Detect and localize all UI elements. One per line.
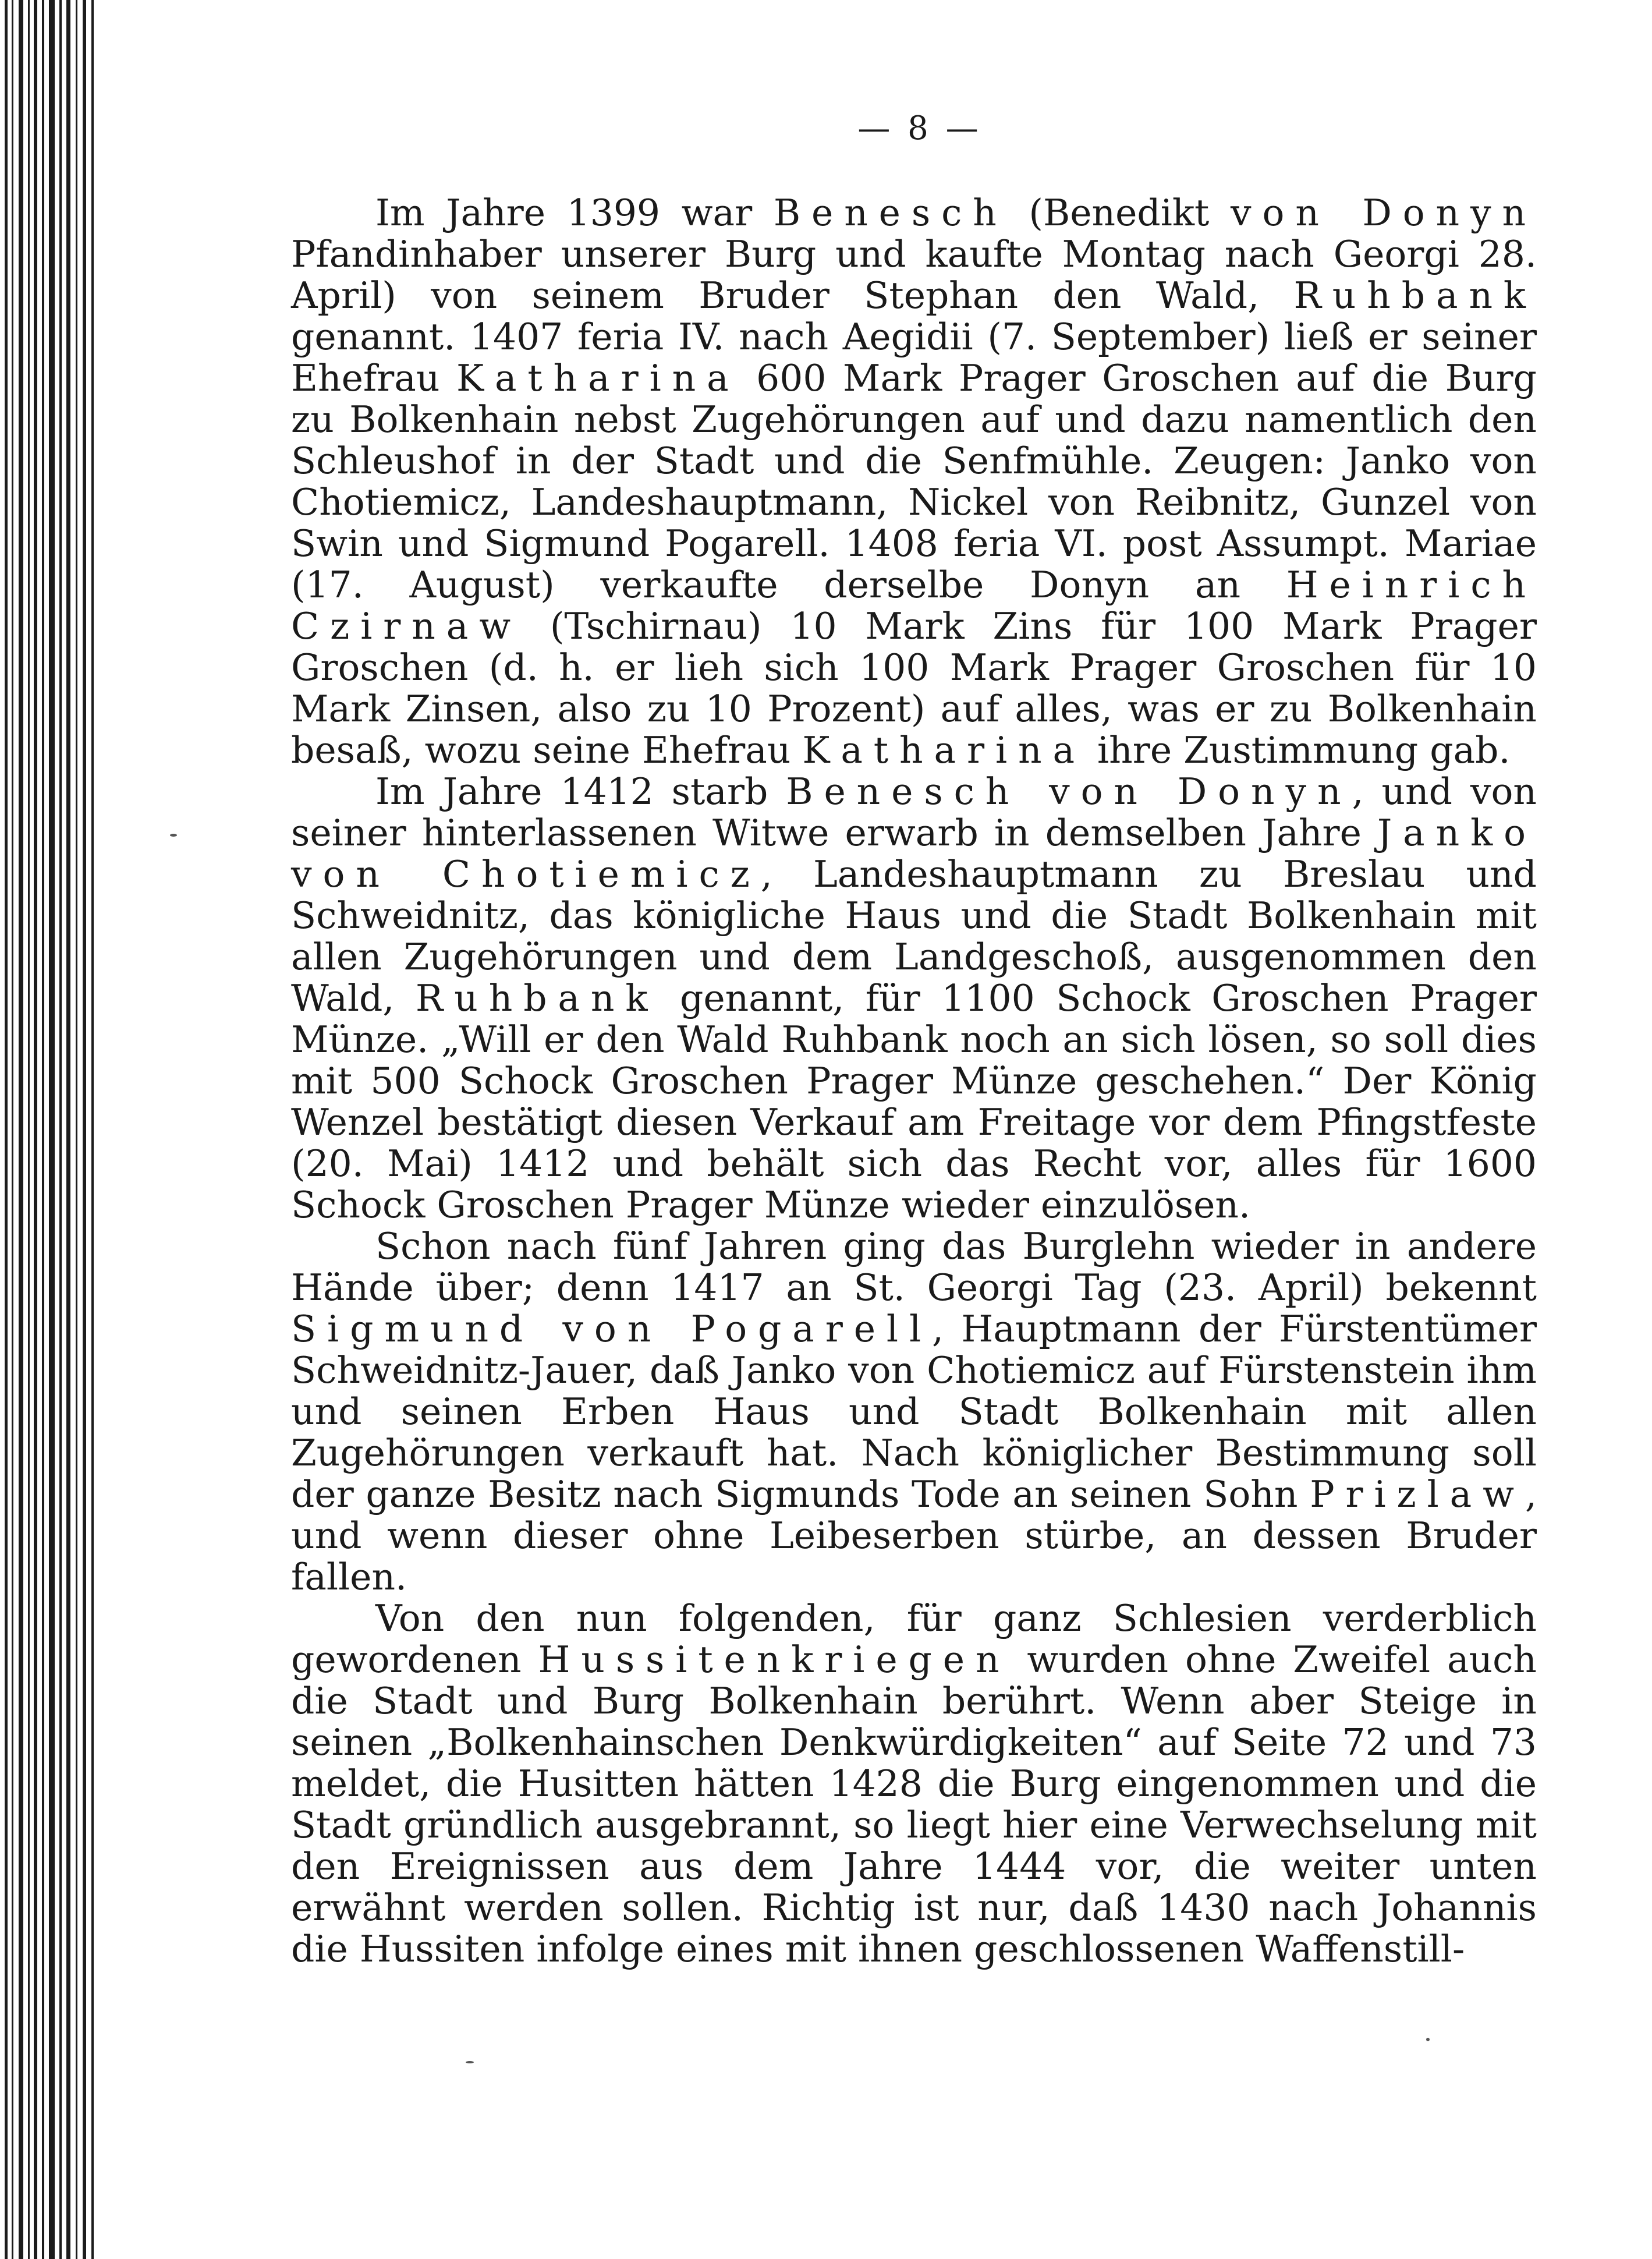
text-run: Von den nun folgenden, für ganz Schlesien verderblich gewordenen [291, 1597, 1537, 1681]
spaced-name: Janko von Chotiemicz [291, 812, 1537, 895]
text-run: Im Jahre 1399 war [375, 192, 774, 234]
text-run: , Landeshauptmann zu Breslau und Schweidnitz, das königliche Haus und die Stadt Bolkenhain mit allen Zugehörungen und dem Landgeschoß, ausgenommen den Wald, [291, 853, 1537, 1019]
spaced-name: Benesch [773, 192, 1008, 234]
scan-speck [466, 2061, 474, 2063]
spaced-name: Ruhbank [415, 977, 659, 1019]
spaced-name: Prizlaw [1310, 1473, 1525, 1516]
text-run: Pfandinhaber unserer Burg und kaufte Montag nach Georgi 28. April) von seinem Bruder Stephan den Wald, [291, 233, 1537, 317]
page-number: — 8 — [857, 109, 982, 147]
book-binding-edge [0, 0, 102, 2259]
text-run: , und wenn dieser ohne Leibeserben stürbe, an dessen Bruder fallen. [291, 1473, 1537, 1598]
text-run: (Tschirnau) 10 Mark Zins für 100 Mark Prager Groschen (d. h. er lieh sich 100 Mark Prager Groschen für 10 Mark Zinsen, also zu 10 Prozent) auf alles, was er zu Bolkenhain besaß, wozu seine Ehefrau [291, 605, 1537, 771]
text-run: (Benedikt [1007, 192, 1231, 234]
text-run: genannt, für 1100 Schock Groschen Prager Münze. „Will er den Wald Ruhbank noch an sich lösen, so soll dies mit 500 Schock Groschen Prager Münze geschehen.“ Der König Wenzel bestätigt diesen Verkauf am Freitage vor dem Pfingstfeste (20. Mai) 1412 und behält sich das Recht vor, alles für 1600 Schock Groschen Prager Münze wieder einzulösen. [291, 977, 1537, 1226]
spaced-name: Ruhbank [1293, 274, 1537, 317]
paragraph [291, 1598, 1537, 1970]
paragraph [291, 192, 1537, 771]
text-run: ihre Zustimmung gab. [1085, 729, 1511, 771]
spaced-name: Katharina [802, 729, 1086, 771]
scan-speck [170, 834, 177, 837]
text-run: , Hauptmann der Fürstentümer Schweidnitz-Jauer, daß Janko von Chotiemicz auf Fürstenstein ihm und seinen Erben Haus und Stadt Bolkenhain mit allen Zugehörungen verkauft hat. Nach königlicher Bestimmung soll der ganze Besitz nach Sigmunds Tode an seinen Sohn [291, 1308, 1537, 1516]
text-run: 600 Mark Prager Groschen auf die Burg zu Bolkenhain nebst Zugehörungen auf und dazu namentlich den Schleushof in der Stadt und die Senfmühle. Zeugen: Janko von Chotiemicz, Landeshauptmann, Nickel von Reibnitz, Gunzel von Swin und Sigmund Pogarell. 1408 feria VI. post Assumpt. Mariae (17. August) verkaufte derselbe Donyn an [291, 357, 1537, 606]
body-text [291, 192, 1537, 1970]
paragraph [291, 771, 1537, 1226]
text-run: genannt. 1407 feria IV. nach Aegidii (7. September) ließ er seiner Ehefrau [291, 316, 1537, 399]
spaced-name: Heinrich Czirnaw [291, 564, 1537, 647]
text-run: , und von seiner hinterlassenen Witwe erwarb in demselben Jahre [291, 770, 1537, 854]
spaced-name: Sigmund von Pogarell [291, 1308, 933, 1350]
spaced-name: von Donyn [1231, 192, 1537, 234]
text-run: wurden ohne Zweifel auch die Stadt und Burg Bolkenhain berührt. Wenn aber Steige in seinen „Bolkenhainschen Denkwürdigkeiten“ auf Seite 72 und 73 meldet, die Husitten hätten 1428 die Burg eingenommen und die Stadt gründlich ausgebrannt, so liegt hier eine Verwechselung mit den Ereignissen aus dem Jahre 1444 vor, die weiter unten erwähnt werden sollen. Richtig ist nur, daß 1430 nach Johannis die Hussiten infolge eines mit ihnen geschlossenen Waffenstill- [291, 1638, 1537, 1970]
text-run: Schon nach fünf Jahren ging das Burglehn wieder in andere Hände über; denn 1417 an St. Georgi Tag (23. April) bekennt [291, 1225, 1537, 1309]
spaced-name: Hussitenkriegen [538, 1638, 1011, 1681]
spaced-name: Benesch von Donyn [786, 770, 1352, 813]
paragraph [291, 1226, 1537, 1598]
text-run: Im Jahre 1412 starb [375, 770, 786, 813]
spaced-name: Katharina [456, 357, 740, 399]
scan-speck [1426, 2038, 1430, 2041]
